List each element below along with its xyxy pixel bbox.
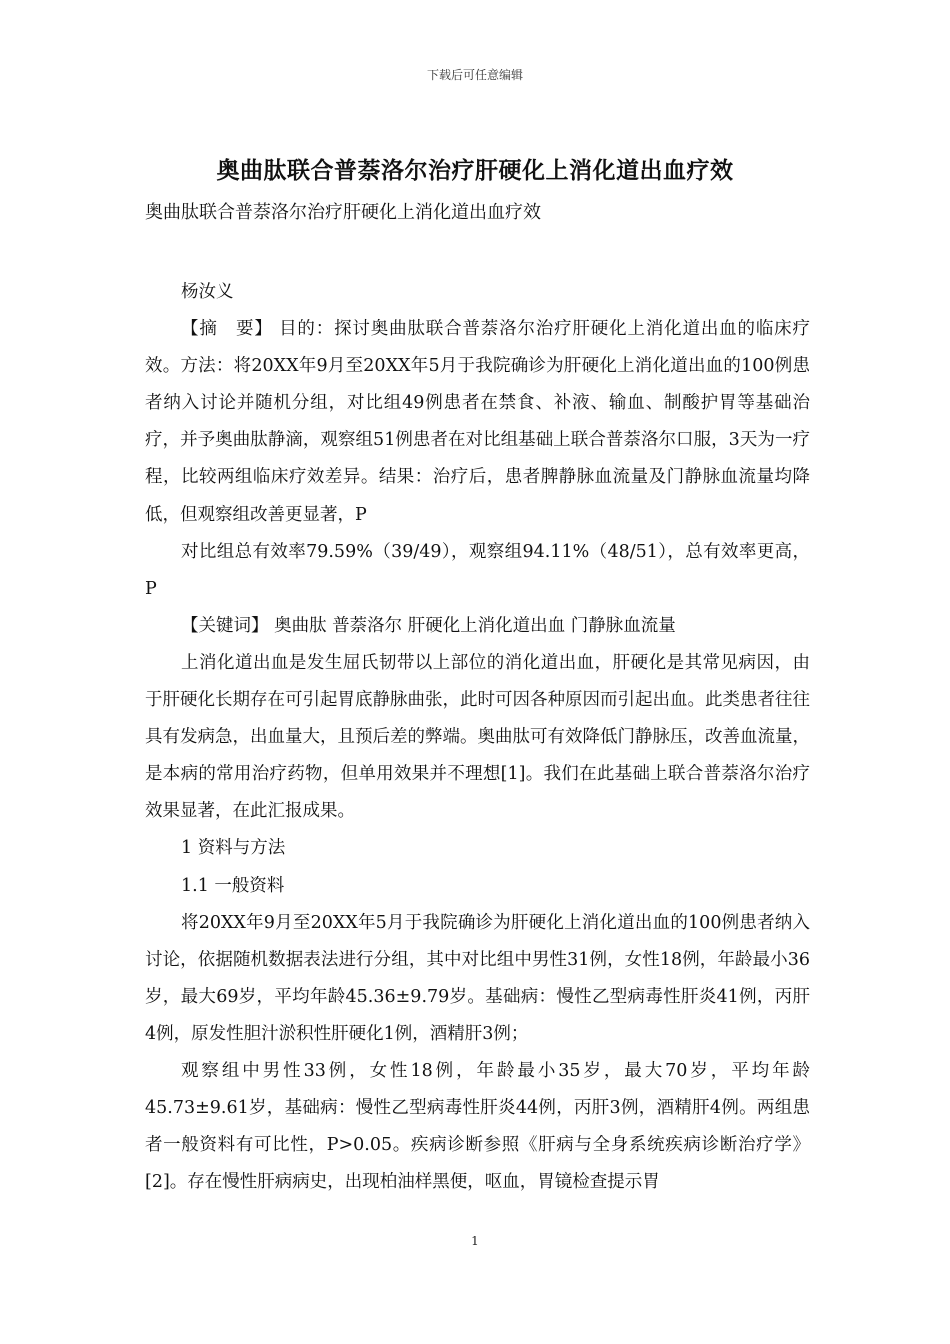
document-title: 奥曲肽联合普萘洛尔治疗肝硬化上消化道出血疗效 — [216, 158, 734, 184]
document-body — [145, 274, 810, 1201]
abstract-result: 对比组总有效率79.59%（39/49），观察组94.11%（48/51），总有效率更高，P — [145, 541, 810, 599]
author: 杨汝义 — [181, 282, 234, 302]
general-data-paragraph: 将20XX年9月至20XX年5月于我院确诊为肝硬化上消化道出血的100例患者纳入讨论，依据随机数据表法进行分组，其中对比组中男性31例，女性18例，年龄最小36岁，最大69岁，平均年龄45.36±9.79岁。基础病：慢性乙型病毒性肝炎41例，丙肝4例，原发性胆汁淤积性肝硬化1例，酒精肝3例； — [145, 912, 810, 1044]
abstract-label: 【摘 要】 — [181, 319, 273, 340]
page-number: 1 — [471, 1234, 479, 1248]
header-note: 下载后可任意编辑 — [426, 68, 523, 82]
subsection-heading: 1.1 一般资料 — [181, 875, 285, 896]
section-heading: 1 资料与方法 — [181, 838, 286, 859]
keywords-text: 奥曲肽 普萘洛尔 肝硬化上消化道出血 门静脉血流量 — [268, 615, 676, 636]
keywords-paragraph — [145, 608, 810, 645]
keywords-label: 【关键词】 — [181, 615, 269, 636]
abstract-paragraph — [145, 311, 810, 534]
document-subtitle: 奥曲肽联合普萘洛尔治疗肝硬化上消化道出血疗效 — [145, 202, 541, 223]
intro-paragraph: 上消化道出血是发生屈氏韧带以上部位的消化道出血，肝硬化是其常见病因，由于肝硬化长期存在可引起胃底静脉曲张，此时可因各种原因而引起出血。此类患者往往具有发病急，出血量大，且预后差的弊端。奥曲肽可有效降低门静脉压，改善血流量，是本病的常用治疗药物，但单用效果并不理想[1]。我们在此基础上联合普萘洛尔治疗效果显著，在此汇报成果。 — [145, 652, 810, 822]
observation-group-paragraph: 观察组中男性33例，女性18例，年龄最小35岁，最大70岁，平均年龄45.73±9.61岁，基础病：慢性乙型病毒性肝炎44例，丙肝3例，酒精肝4例。两组患者一般资料有可比性，P>0.05。疾病诊断参照《肝病与全身系统疾病诊断治疗学》[2]。存在慢性肝病病史，出现柏油样黑便，呕血，胃镜检查提示胃 — [145, 1060, 810, 1193]
abstract-text: 目的：探讨奥曲肽联合普萘洛尔治疗肝硬化上消化道出血的临床疗效。方法：将20XX年9月至20XX年5月于我院确诊为肝硬化上消化道出血的100例患者纳入讨论并随机分组，对比组49例患者在禁食、补液、输血、制酸护胃等基础治疗，并予奥曲肽静滴，观察组51例患者在对比组基础上联合普萘洛尔口服，3天为一疗程，比较两组临床疗效差异。结果：治疗后，患者脾静脉血流量及门静脉血流量均降低，但观察组改善更显著，P — [145, 319, 811, 525]
